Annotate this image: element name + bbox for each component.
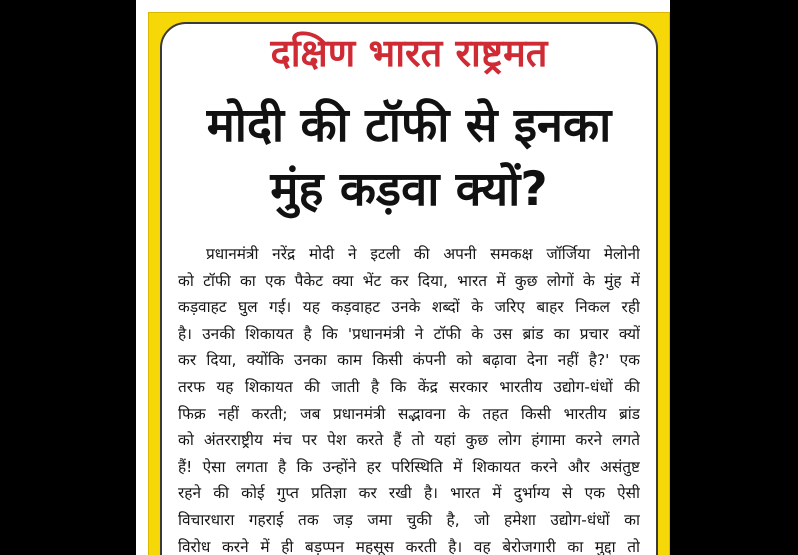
article-headline xyxy=(160,94,658,222)
publication-masthead: दक्षिण भारत राष्ट्रमत xyxy=(270,31,548,75)
body-line: तरफ यह शिकायत की जाती है कि केंद्र सरकार भारतीय उद्योग-धंधों की xyxy=(178,377,640,396)
article-body xyxy=(178,241,640,555)
body-line: को अंतरराष्ट्रीय मंच पर पेश करते हैं तो यहां कुछ लोग हंगामा करने लगते xyxy=(178,431,640,450)
body-line: को टॉफी का एक पैकेट क्या भेंट कर दिया, भारत में कुछ लोगों के मुंह में xyxy=(178,271,640,290)
body-line: विचारधारा गहराई तक जड़ जमा चुकी है, जो हमेशा उद्योग-धंधों का xyxy=(178,510,640,529)
headline-line: मुंह कड़वा क्यों? xyxy=(270,162,548,217)
body-line: विरोध करने में ही बड़प्पन महसूस करती है। वह बेरोजगारी का मुद्दा तो xyxy=(178,537,640,555)
body-line: रहने की कोई गुप्त प्रतिज्ञा कर रखी है। भारत में दुर्भाग्य से एक ऐसी xyxy=(178,484,640,503)
body-line: प्रधानमंत्री नरेंद्र मोदी ने इटली की अपनी समकक्ष जॉर्जिया मेलोनी xyxy=(206,245,640,263)
body-line: कड़वाहट घुल गई। यह कड़वाहट उनके शब्दों के जरिए बाहर निकल रही xyxy=(178,298,640,317)
headline-line: मोदी की टॉफी से इनका xyxy=(206,98,612,153)
body-line: हैं! ऐसा लगता है कि उन्होंने हर परिस्थिति में शिकायत करने और असंतुष्ट xyxy=(178,457,640,476)
body-line: कर दिया, क्योंकि उनका काम किसी कंपनी को बढ़ावा देना नहीं है?' एक xyxy=(178,351,640,370)
body-line: है। उनकी शिकायत है कि 'प्रधानमंत्री ने टॉफी के उस ब्रांड का प्रचार क्यों xyxy=(178,324,640,343)
body-line: फिक्र नहीं करती; जब प्रधानमंत्री सद्भावना के तहत किसी भारतीय ब्रांड xyxy=(178,404,640,423)
